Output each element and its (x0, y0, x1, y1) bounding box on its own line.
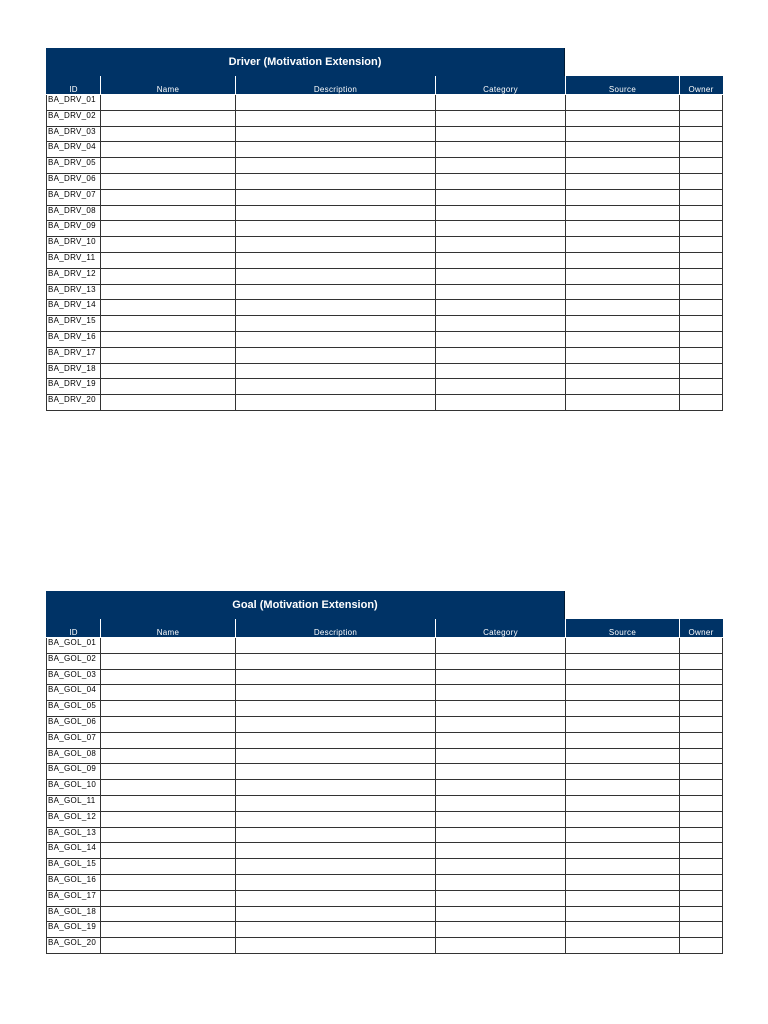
row-category-cell[interactable] (436, 237, 566, 253)
table-row (47, 827, 723, 843)
row-description-cell[interactable] (236, 237, 436, 253)
row-id-cell: BA_DRV_12 (47, 268, 101, 284)
row-id-cell: BA_DRV_16 (47, 331, 101, 347)
table-row (47, 221, 723, 237)
row-source-cell[interactable] (566, 300, 680, 316)
table-row (47, 95, 723, 111)
row-id-cell: BA_GOL_02 (47, 653, 101, 669)
row-source-cell[interactable] (566, 811, 680, 827)
row-description-cell[interactable] (236, 811, 436, 827)
row-description-cell[interactable] (236, 347, 436, 363)
row-id-cell: BA_GOL_16 (47, 874, 101, 890)
table-row (47, 300, 723, 316)
table-row (47, 890, 723, 906)
table-row (47, 685, 723, 701)
row-id-cell: BA_DRV_08 (47, 205, 101, 221)
row-name-cell[interactable] (101, 685, 236, 701)
row-name-cell[interactable] (101, 669, 236, 685)
row-owner-cell[interactable] (680, 638, 723, 654)
row-id-cell: BA_DRV_02 (47, 110, 101, 126)
row-owner-cell[interactable] (680, 284, 723, 300)
row-name-cell[interactable] (101, 827, 236, 843)
row-description-cell[interactable] (236, 795, 436, 811)
row-id-cell: BA_GOL_11 (47, 795, 101, 811)
row-description-cell[interactable] (236, 653, 436, 669)
row-owner-cell[interactable] (680, 300, 723, 316)
row-owner-cell[interactable] (680, 795, 723, 811)
row-id-cell: BA_GOL_18 (47, 906, 101, 922)
row-category-cell[interactable] (436, 669, 566, 685)
row-owner-cell[interactable] (680, 780, 723, 796)
table-row (47, 922, 723, 938)
table-row (47, 142, 723, 158)
table-row (47, 732, 723, 748)
row-source-cell[interactable] (566, 638, 680, 654)
row-category-cell[interactable] (436, 284, 566, 300)
row-description-cell[interactable] (236, 284, 436, 300)
row-description-cell[interactable] (236, 906, 436, 922)
row-source-cell[interactable] (566, 126, 680, 142)
row-owner-cell[interactable] (680, 748, 723, 764)
row-category-cell[interactable] (436, 859, 566, 875)
row-source-cell[interactable] (566, 701, 680, 717)
column-header-category: Category (436, 76, 566, 95)
row-name-cell[interactable] (101, 843, 236, 859)
row-description-cell[interactable] (236, 379, 436, 395)
row-source-cell[interactable] (566, 843, 680, 859)
row-category-cell[interactable] (436, 300, 566, 316)
row-id-cell: BA_DRV_01 (47, 95, 101, 111)
table-row (47, 316, 723, 332)
column-header-source: Source (566, 619, 680, 638)
row-name-cell[interactable] (101, 173, 236, 189)
row-id-cell: BA_DRV_13 (47, 284, 101, 300)
table-row (47, 748, 723, 764)
row-source-cell[interactable] (566, 732, 680, 748)
row-owner-cell[interactable] (680, 764, 723, 780)
table-row (47, 701, 723, 717)
row-source-cell[interactable] (566, 890, 680, 906)
row-id-cell: BA_DRV_15 (47, 316, 101, 332)
row-name-cell[interactable] (101, 189, 236, 205)
row-id-cell: BA_DRV_04 (47, 142, 101, 158)
row-id-cell: BA_GOL_20 (47, 938, 101, 954)
row-name-cell[interactable] (101, 316, 236, 332)
row-name-cell[interactable] (101, 331, 236, 347)
column-header-category: Category (436, 619, 566, 638)
row-source-cell[interactable] (566, 237, 680, 253)
table-row (47, 638, 723, 654)
goal-table-header-row (47, 619, 723, 638)
row-id-cell: BA_DRV_11 (47, 252, 101, 268)
row-description-cell[interactable] (236, 890, 436, 906)
row-owner-cell[interactable] (680, 922, 723, 938)
row-category-cell[interactable] (436, 158, 566, 174)
row-source-cell[interactable] (566, 379, 680, 395)
row-source-cell[interactable] (566, 221, 680, 237)
row-category-cell[interactable] (436, 716, 566, 732)
row-category-cell[interactable] (436, 906, 566, 922)
row-owner-cell[interactable] (680, 732, 723, 748)
row-category-cell[interactable] (436, 331, 566, 347)
row-owner-cell[interactable] (680, 331, 723, 347)
row-owner-cell[interactable] (680, 189, 723, 205)
row-owner-cell[interactable] (680, 395, 723, 411)
row-owner-cell[interactable] (680, 890, 723, 906)
row-description-cell[interactable] (236, 748, 436, 764)
table-row (47, 843, 723, 859)
row-category-cell[interactable] (436, 363, 566, 379)
row-id-cell: BA_GOL_08 (47, 748, 101, 764)
row-source-cell[interactable] (566, 653, 680, 669)
row-id-cell: BA_DRV_09 (47, 221, 101, 237)
row-id-cell: BA_GOL_01 (47, 638, 101, 654)
row-id-cell: BA_DRV_19 (47, 379, 101, 395)
row-description-cell[interactable] (236, 859, 436, 875)
row-name-cell[interactable] (101, 811, 236, 827)
row-name-cell[interactable] (101, 363, 236, 379)
row-description-cell[interactable] (236, 189, 436, 205)
row-owner-cell[interactable] (680, 859, 723, 875)
table-row (47, 252, 723, 268)
row-description-cell[interactable] (236, 874, 436, 890)
row-id-cell: BA_DRV_20 (47, 395, 101, 411)
row-owner-cell[interactable] (680, 363, 723, 379)
table-row (47, 395, 723, 411)
row-name-cell[interactable] (101, 638, 236, 654)
row-id-cell: BA_GOL_13 (47, 827, 101, 843)
row-description-cell[interactable] (236, 363, 436, 379)
row-id-cell: BA_DRV_07 (47, 189, 101, 205)
row-name-cell[interactable] (101, 653, 236, 669)
table-row (47, 158, 723, 174)
row-category-cell[interactable] (436, 685, 566, 701)
row-source-cell[interactable] (566, 685, 680, 701)
row-description-cell[interactable] (236, 938, 436, 954)
row-category-cell[interactable] (436, 221, 566, 237)
column-header-name: Name (101, 619, 236, 638)
row-id-cell: BA_DRV_17 (47, 347, 101, 363)
row-owner-cell[interactable] (680, 685, 723, 701)
table-row (47, 764, 723, 780)
row-category-cell[interactable] (436, 843, 566, 859)
row-owner-cell[interactable] (680, 268, 723, 284)
row-description-cell[interactable] (236, 395, 436, 411)
row-id-cell: BA_GOL_06 (47, 716, 101, 732)
row-name-cell[interactable] (101, 142, 236, 158)
row-source-cell[interactable] (566, 748, 680, 764)
row-category-cell[interactable] (436, 827, 566, 843)
table-row (47, 284, 723, 300)
row-name-cell[interactable] (101, 716, 236, 732)
row-owner-cell[interactable] (680, 173, 723, 189)
row-description-cell[interactable] (236, 142, 436, 158)
row-name-cell[interactable] (101, 379, 236, 395)
row-name-cell[interactable] (101, 780, 236, 796)
goal-table (46, 619, 723, 954)
row-id-cell: BA_GOL_07 (47, 732, 101, 748)
row-description-cell[interactable] (236, 780, 436, 796)
row-category-cell[interactable] (436, 110, 566, 126)
row-category-cell[interactable] (436, 142, 566, 158)
row-description-cell[interactable] (236, 638, 436, 654)
row-source-cell[interactable] (566, 205, 680, 221)
table-row (47, 363, 723, 379)
table-row (47, 669, 723, 685)
row-category-cell[interactable] (436, 811, 566, 827)
row-source-cell[interactable] (566, 158, 680, 174)
row-category-cell[interactable] (436, 316, 566, 332)
row-category-cell[interactable] (436, 205, 566, 221)
row-category-cell[interactable] (436, 922, 566, 938)
row-source-cell[interactable] (566, 347, 680, 363)
row-name-cell[interactable] (101, 268, 236, 284)
row-description-cell[interactable] (236, 685, 436, 701)
table-row (47, 795, 723, 811)
table-row (47, 268, 723, 284)
row-category-cell[interactable] (436, 795, 566, 811)
row-category-cell[interactable] (436, 268, 566, 284)
table-row (47, 811, 723, 827)
row-category-cell[interactable] (436, 173, 566, 189)
row-category-cell[interactable] (436, 780, 566, 796)
row-description-cell[interactable] (236, 158, 436, 174)
row-description-cell[interactable] (236, 110, 436, 126)
row-category-cell[interactable] (436, 890, 566, 906)
row-name-cell[interactable] (101, 110, 236, 126)
row-id-cell: BA_GOL_09 (47, 764, 101, 780)
row-name-cell[interactable] (101, 347, 236, 363)
table-row (47, 173, 723, 189)
row-name-cell[interactable] (101, 748, 236, 764)
row-name-cell[interactable] (101, 764, 236, 780)
table-row (47, 347, 723, 363)
row-description-cell[interactable] (236, 827, 436, 843)
driver-table-header-row (47, 76, 723, 95)
row-name-cell[interactable] (101, 237, 236, 253)
row-owner-cell[interactable] (680, 95, 723, 111)
row-id-cell: BA_GOL_12 (47, 811, 101, 827)
row-name-cell[interactable] (101, 859, 236, 875)
row-source-cell[interactable] (566, 316, 680, 332)
row-owner-cell[interactable] (680, 237, 723, 253)
table-row (47, 237, 723, 253)
row-source-cell[interactable] (566, 906, 680, 922)
row-description-cell[interactable] (236, 669, 436, 685)
row-owner-cell[interactable] (680, 827, 723, 843)
row-owner-cell[interactable] (680, 669, 723, 685)
row-source-cell[interactable] (566, 859, 680, 875)
row-name-cell[interactable] (101, 221, 236, 237)
row-name-cell[interactable] (101, 906, 236, 922)
row-name-cell[interactable] (101, 158, 236, 174)
row-owner-cell[interactable] (680, 205, 723, 221)
column-header-description: Description (236, 619, 436, 638)
row-owner-cell[interactable] (680, 252, 723, 268)
row-owner-cell[interactable] (680, 938, 723, 954)
row-owner-cell[interactable] (680, 316, 723, 332)
row-name-cell[interactable] (101, 938, 236, 954)
row-source-cell[interactable] (566, 252, 680, 268)
column-header-name: Name (101, 76, 236, 95)
row-source-cell[interactable] (566, 716, 680, 732)
row-id-cell: BA_DRV_14 (47, 300, 101, 316)
table-row (47, 653, 723, 669)
row-source-cell[interactable] (566, 827, 680, 843)
row-source-cell[interactable] (566, 780, 680, 796)
row-name-cell[interactable] (101, 284, 236, 300)
row-name-cell[interactable] (101, 922, 236, 938)
table-row (47, 938, 723, 954)
row-name-cell[interactable] (101, 95, 236, 111)
row-source-cell[interactable] (566, 110, 680, 126)
row-owner-cell[interactable] (680, 379, 723, 395)
column-header-owner: Owner (680, 619, 723, 638)
column-header-source: Source (566, 76, 680, 95)
row-description-cell[interactable] (236, 922, 436, 938)
row-owner-cell[interactable] (680, 874, 723, 890)
row-description-cell[interactable] (236, 95, 436, 111)
row-description-cell[interactable] (236, 316, 436, 332)
row-description-cell[interactable] (236, 268, 436, 284)
row-id-cell: BA_GOL_10 (47, 780, 101, 796)
row-source-cell[interactable] (566, 95, 680, 111)
row-owner-cell[interactable] (680, 347, 723, 363)
row-owner-cell[interactable] (680, 653, 723, 669)
row-description-cell[interactable] (236, 221, 436, 237)
table-row (47, 205, 723, 221)
row-name-cell[interactable] (101, 300, 236, 316)
row-id-cell: BA_GOL_04 (47, 685, 101, 701)
row-id-cell: BA_DRV_05 (47, 158, 101, 174)
row-source-cell[interactable] (566, 142, 680, 158)
row-description-cell[interactable] (236, 252, 436, 268)
row-category-cell[interactable] (436, 252, 566, 268)
row-category-cell[interactable] (436, 748, 566, 764)
row-source-cell[interactable] (566, 395, 680, 411)
row-source-cell[interactable] (566, 189, 680, 205)
row-owner-cell[interactable] (680, 906, 723, 922)
row-description-cell[interactable] (236, 173, 436, 189)
column-header-id: ID (47, 76, 101, 95)
row-source-cell[interactable] (566, 669, 680, 685)
row-category-cell[interactable] (436, 764, 566, 780)
table-row (47, 110, 723, 126)
row-source-cell[interactable] (566, 795, 680, 811)
row-description-cell[interactable] (236, 732, 436, 748)
column-header-owner: Owner (680, 76, 723, 95)
row-id-cell: BA_DRV_03 (47, 126, 101, 142)
table-row (47, 331, 723, 347)
row-owner-cell[interactable] (680, 158, 723, 174)
row-id-cell: BA_GOL_15 (47, 859, 101, 875)
table-row (47, 906, 723, 922)
row-source-cell[interactable] (566, 331, 680, 347)
row-description-cell[interactable] (236, 764, 436, 780)
row-description-cell[interactable] (236, 701, 436, 717)
row-description-cell[interactable] (236, 300, 436, 316)
row-owner-cell[interactable] (680, 126, 723, 142)
row-owner-cell[interactable] (680, 221, 723, 237)
row-name-cell[interactable] (101, 395, 236, 411)
table-row (47, 859, 723, 875)
row-category-cell[interactable] (436, 732, 566, 748)
table-row (47, 126, 723, 142)
row-source-cell[interactable] (566, 268, 680, 284)
driver-table-title: Driver (Motivation Extension) (46, 48, 565, 76)
row-name-cell[interactable] (101, 795, 236, 811)
row-id-cell: BA_DRV_10 (47, 237, 101, 253)
table-row (47, 716, 723, 732)
row-category-cell[interactable] (436, 379, 566, 395)
goal-table-title: Goal (Motivation Extension) (46, 591, 565, 619)
row-id-cell: BA_DRV_18 (47, 363, 101, 379)
row-name-cell[interactable] (101, 732, 236, 748)
row-category-cell[interactable] (436, 653, 566, 669)
driver-table (46, 76, 723, 411)
row-description-cell[interactable] (236, 126, 436, 142)
row-source-cell[interactable] (566, 938, 680, 954)
table-row (47, 189, 723, 205)
row-id-cell: BA_GOL_03 (47, 669, 101, 685)
row-source-cell[interactable] (566, 363, 680, 379)
table-row (47, 780, 723, 796)
row-name-cell[interactable] (101, 252, 236, 268)
row-id-cell: BA_GOL_17 (47, 890, 101, 906)
row-category-cell[interactable] (436, 126, 566, 142)
row-category-cell[interactable] (436, 701, 566, 717)
row-id-cell: BA_GOL_14 (47, 843, 101, 859)
row-owner-cell[interactable] (680, 142, 723, 158)
row-id-cell: BA_GOL_19 (47, 922, 101, 938)
row-id-cell: BA_DRV_06 (47, 173, 101, 189)
row-description-cell[interactable] (236, 331, 436, 347)
row-name-cell[interactable] (101, 126, 236, 142)
row-source-cell[interactable] (566, 764, 680, 780)
row-source-cell[interactable] (566, 874, 680, 890)
row-description-cell[interactable] (236, 205, 436, 221)
row-source-cell[interactable] (566, 922, 680, 938)
row-name-cell[interactable] (101, 890, 236, 906)
row-owner-cell[interactable] (680, 716, 723, 732)
row-category-cell[interactable] (436, 874, 566, 890)
row-owner-cell[interactable] (680, 110, 723, 126)
column-header-description: Description (236, 76, 436, 95)
column-header-id: ID (47, 619, 101, 638)
row-owner-cell[interactable] (680, 811, 723, 827)
row-category-cell[interactable] (436, 189, 566, 205)
row-category-cell[interactable] (436, 638, 566, 654)
table-row (47, 874, 723, 890)
row-source-cell[interactable] (566, 284, 680, 300)
row-description-cell[interactable] (236, 716, 436, 732)
row-category-cell[interactable] (436, 347, 566, 363)
row-description-cell[interactable] (236, 843, 436, 859)
row-source-cell[interactable] (566, 173, 680, 189)
row-category-cell[interactable] (436, 395, 566, 411)
row-owner-cell[interactable] (680, 843, 723, 859)
row-category-cell[interactable] (436, 938, 566, 954)
row-name-cell[interactable] (101, 874, 236, 890)
row-category-cell[interactable] (436, 95, 566, 111)
row-name-cell[interactable] (101, 701, 236, 717)
row-id-cell: BA_GOL_05 (47, 701, 101, 717)
table-row (47, 379, 723, 395)
row-name-cell[interactable] (101, 205, 236, 221)
row-owner-cell[interactable] (680, 701, 723, 717)
